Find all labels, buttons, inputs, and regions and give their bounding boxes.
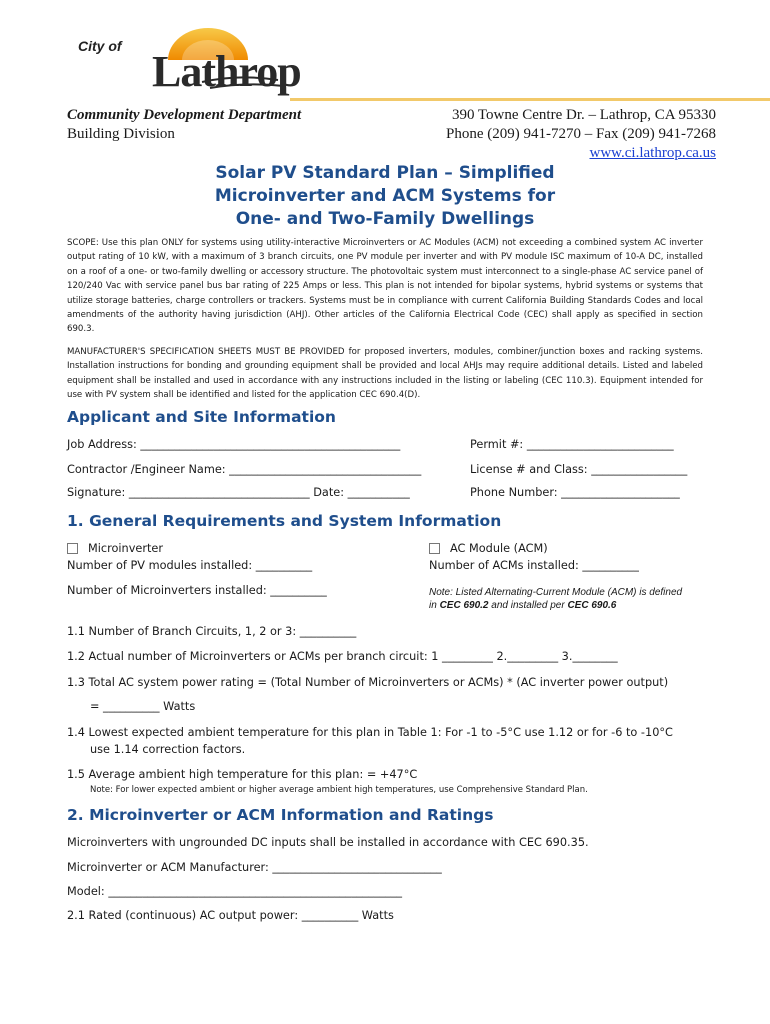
phone-number-field[interactable]: Phone Number: _____________________ bbox=[470, 486, 680, 499]
manufacturer-paragraph: MANUFACTURER'S SPECIFICATION SHEETS MUST BE PROVIDED for proposed inverters, modules, combiner/junction boxes and racking systems. Installation instructions for bonding and grounding equipment shall be provided and local AHJs may require additional details. Listed and labeled equipment shall be installed and used in accordance with any instructions included in the listing or labeling (CEC 110.3). Equipment intended for use with PV system shall be identified and listed for the application CEC 690.4(D). bbox=[67, 347, 703, 401]
header-divider bbox=[290, 98, 770, 101]
model-field[interactable]: Model: ____________________________________________________ bbox=[67, 885, 403, 898]
ac-module-label: AC Module (ACM) bbox=[450, 542, 548, 555]
section-1-heading: 1. General Requirements and System Information bbox=[67, 512, 502, 530]
acm-note-line-1: Note: Listed Alternating-Current Module (ACM) is defined bbox=[429, 587, 683, 598]
phone-fax: Phone (209) 941-7270 – Fax (209) 941-7268 bbox=[446, 126, 716, 142]
title-line-3: One- and Two-Family Dwellings bbox=[235, 209, 535, 229]
item-1-4-line-1: 1.4 Lowest expected ambient temperature for this plan in Table 1: For -1 to -5°C use 1.12 or for -6 to -10°C bbox=[67, 726, 673, 739]
item-1-4-line-2: use 1.14 correction factors. bbox=[90, 743, 246, 756]
microinverter-label: Microinverter bbox=[88, 542, 164, 555]
applicant-heading: Applicant and Site Information bbox=[67, 408, 336, 426]
logo-wordmark: Lathrop bbox=[152, 47, 301, 96]
job-address-field[interactable]: Job Address: ______________________________________________ bbox=[67, 438, 401, 451]
section-2-intro: Microinverters with ungrounded DC inputs shall be installed in accordance with CEC 690.35. bbox=[67, 836, 589, 849]
signature-date-field[interactable]: Signature: ________________________________ Date: ___________ bbox=[67, 486, 410, 499]
department-name: Community Development Department bbox=[67, 107, 302, 123]
item-1-1[interactable]: 1.1 Number of Branch Circuits, 1, 2 or 3: __________ bbox=[67, 625, 357, 638]
city-logo bbox=[70, 26, 310, 106]
contractor-field[interactable]: Contractor /Engineer Name: __________________________________ bbox=[67, 463, 422, 476]
microinverters-installed-field[interactable]: Number of Microinverters installed: __________ bbox=[67, 584, 327, 597]
title-line-2: Microinverter and ACM Systems for bbox=[214, 186, 556, 206]
acm-note-line-2: in CEC 690.2 and installed per CEC 690.6 bbox=[429, 600, 617, 611]
logo-city-of: City of bbox=[78, 38, 122, 54]
microinverter-checkbox[interactable] bbox=[67, 543, 78, 554]
item-2-1[interactable]: 2.1 Rated (continuous) AC output power: __________ Watts bbox=[67, 909, 394, 922]
pv-modules-installed-field[interactable]: Number of PV modules installed: __________ bbox=[67, 559, 313, 572]
item-1-3-watts[interactable]: = __________ Watts bbox=[90, 700, 196, 713]
ac-module-checkbox[interactable] bbox=[429, 543, 440, 554]
address: 390 Towne Centre Dr. – Lathrop, CA 95330 bbox=[451, 107, 716, 123]
cec-690-6-ref: CEC 690.6 bbox=[567, 600, 617, 611]
contact-block bbox=[446, 106, 716, 163]
item-1-5: 1.5 Average ambient high temperature for this plan: = +47°C bbox=[67, 768, 418, 781]
microinverter-option[interactable] bbox=[67, 542, 163, 556]
document-title bbox=[0, 162, 770, 231]
item-1-5-note: Note: For lower expected ambient or higher average ambient high temperatures, use Comprehensive Standard Plan. bbox=[90, 785, 588, 795]
permit-field[interactable]: Permit #: __________________________ bbox=[470, 438, 674, 451]
section-2-heading: 2. Microinverter or ACM Information and Ratings bbox=[67, 806, 494, 824]
item-1-3: 1.3 Total AC system power rating = (Total Number of Microinverters or ACMs) * (AC inverter power output) bbox=[67, 676, 669, 689]
acm-definition-note bbox=[429, 586, 682, 612]
ac-module-option[interactable] bbox=[429, 542, 548, 556]
title-line-1: Solar PV Standard Plan – Simplified bbox=[215, 163, 555, 183]
website-link[interactable]: www.ci.lathrop.ca.us bbox=[589, 145, 716, 161]
acms-installed-field[interactable]: Number of ACMs installed: __________ bbox=[429, 559, 639, 572]
cec-690-2-ref: CEC 690.2 bbox=[439, 600, 489, 611]
manufacturer-field[interactable]: Microinverter or ACM Manufacturer: ______________________________ bbox=[67, 861, 442, 874]
division-name: Building Division bbox=[67, 126, 175, 142]
scope-paragraph: SCOPE: Use this plan ONLY for systems using utility-interactive Microinverters or AC Modules (ACM) not exceeding a combined system AC inverter output rating of 10 kW, with a maximum of 3 branch circuits, one PV module per inverter and with PV module ISC maximum of 10-A DC, installed on a roof of a one- or two-family dwelling or accessory structure. The photovoltaic system must interconnect to a single-phase AC service panel of 120/240 Vac with service panel bus bar rating of 225 Amps or less. This plan is not intended for bipolar systems, hybrid systems or systems that utilize storage batteries, charge controllers or trackers. Systems must be in compliance with current California Building Standards Codes and local amendments of the authority having jurisdiction (AHJ). Other articles of the California Electrical Code (CEC) shall apply as specified in section 690.3. bbox=[67, 238, 703, 335]
item-1-2[interactable]: 1.2 Actual number of Microinverters or ACMs per branch circuit: 1 _________ 2._________ 3.________ bbox=[67, 650, 618, 663]
license-field[interactable]: License # and Class: _________________ bbox=[470, 463, 688, 476]
department-block bbox=[67, 106, 301, 144]
